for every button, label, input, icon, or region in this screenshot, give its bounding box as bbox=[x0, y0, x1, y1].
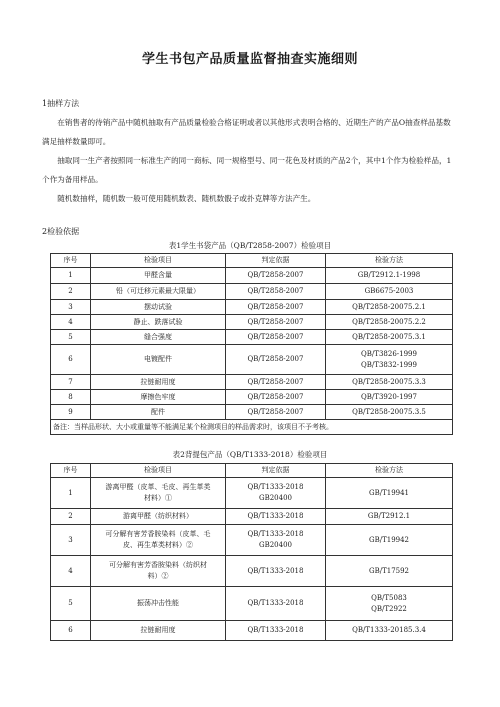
test-method-line: QB/T2922 bbox=[371, 604, 407, 613]
row-number: 1 bbox=[51, 478, 91, 509]
inspection-item-line: 拉链耐用度 bbox=[140, 626, 176, 634]
table2-inspection-items bbox=[50, 463, 453, 641]
row-number: 1 bbox=[51, 268, 91, 284]
inspection-item-line: 皮、再生革类材料）② bbox=[123, 541, 193, 549]
table-row bbox=[51, 300, 453, 315]
test-method bbox=[326, 268, 453, 284]
table1-note: 备注：当样品形状、大小或重量等不能满足某个检测项目的样品需求时，该项目不予考核。 bbox=[51, 420, 453, 435]
judgment-basis-line: QB/T1333-2018 bbox=[247, 566, 304, 575]
test-method-line: GB/T17592 bbox=[368, 566, 410, 575]
inspection-item: 缝合强度 bbox=[91, 330, 226, 345]
test-method-line: QB/T3826-1999 bbox=[361, 349, 417, 358]
row-number: 4 bbox=[51, 315, 91, 330]
test-method bbox=[326, 330, 453, 345]
table1-inspection-items bbox=[50, 253, 453, 435]
judgment-basis-line: QB/T1333-2018 bbox=[247, 530, 304, 538]
test-method bbox=[326, 478, 453, 509]
row-number: 3 bbox=[51, 300, 91, 315]
test-method-line: GB6675-2003 bbox=[364, 287, 414, 295]
test-method bbox=[326, 300, 453, 315]
inspection-item: 电镀配件 bbox=[91, 345, 226, 375]
row-number: 7 bbox=[51, 375, 91, 390]
test-method-line: QB/T2858-20075.3.3 bbox=[352, 377, 426, 386]
row-number: 4 bbox=[51, 556, 91, 587]
inspection-item bbox=[91, 478, 226, 509]
inspection-item-line: 游离甲醛（皮革、毛皮、再生革类 bbox=[105, 483, 211, 491]
judgment-basis: QB/T2858-2007 bbox=[226, 345, 326, 375]
row-number: 3 bbox=[51, 525, 91, 556]
table-row bbox=[51, 525, 453, 556]
paragraph-sampling-3: 随机数抽样，随机数一般可使用随机数表、随机数骰子或扑克牌等方法产生。 bbox=[57, 194, 316, 203]
row-number: 2 bbox=[51, 509, 91, 525]
inspection-item bbox=[91, 509, 226, 525]
judgment-basis bbox=[226, 478, 326, 509]
test-method bbox=[326, 405, 453, 420]
table-row bbox=[51, 556, 453, 587]
judgment-basis: QB/T2858-2007 bbox=[226, 268, 326, 284]
table-row bbox=[51, 587, 453, 621]
section-heading-basis: 2检验依据 bbox=[42, 227, 80, 236]
row-number: 6 bbox=[51, 345, 91, 375]
table2-header-row bbox=[51, 464, 453, 478]
inspection-item-line: 材料）① bbox=[144, 494, 172, 502]
row-number: 5 bbox=[51, 587, 91, 621]
test-method-line: QB/T1333-20185.3.4 bbox=[352, 626, 426, 634]
judgment-basis: QB/T2858-2007 bbox=[226, 300, 326, 315]
inspection-item: 甲醛含量 bbox=[91, 268, 226, 284]
inspection-item bbox=[91, 525, 226, 556]
test-method bbox=[326, 284, 453, 300]
test-method-line: QB/T2858-20075.2.1 bbox=[352, 302, 426, 311]
test-method bbox=[326, 587, 453, 621]
row-number: 8 bbox=[51, 390, 91, 405]
judgment-basis-line: GB20400 bbox=[258, 494, 292, 502]
row-number: 9 bbox=[51, 405, 91, 420]
inspection-item bbox=[91, 556, 226, 587]
table1-header-basis: 判定依据 bbox=[226, 254, 326, 268]
judgment-basis: QB/T2858-2007 bbox=[226, 284, 326, 300]
table2-header-no: 序号 bbox=[51, 464, 91, 478]
table-row bbox=[51, 405, 453, 420]
judgment-basis bbox=[226, 587, 326, 621]
table1-header-item: 检验项目 bbox=[91, 254, 226, 268]
test-method bbox=[326, 525, 453, 556]
table1-header-row bbox=[51, 254, 453, 268]
judgment-basis-line: QB/T1333-2018 bbox=[247, 626, 304, 634]
table1-header-no: 序号 bbox=[51, 254, 91, 268]
judgment-basis: QB/T2858-2007 bbox=[226, 315, 326, 330]
table2-header-basis: 判定依据 bbox=[226, 464, 326, 478]
row-number: 5 bbox=[51, 330, 91, 345]
judgment-basis: QB/T2858-2007 bbox=[226, 375, 326, 390]
test-method-line: QB/T3920-1997 bbox=[361, 392, 417, 401]
table2-header-method: 检验方法 bbox=[326, 464, 453, 478]
table-row bbox=[51, 284, 453, 300]
judgment-basis bbox=[226, 556, 326, 587]
test-method-line: GB/T19942 bbox=[368, 535, 410, 544]
inspection-item bbox=[91, 621, 226, 641]
test-method bbox=[326, 509, 453, 525]
inspection-item bbox=[91, 587, 226, 621]
inspection-item: 铅（可迁移元素最大限量） bbox=[91, 284, 226, 300]
judgment-basis-line: QB/T1333-2018 bbox=[247, 599, 304, 607]
inspection-item-line: 振荡冲击性能 bbox=[137, 599, 179, 607]
inspection-item-line: 料）② bbox=[147, 572, 169, 580]
test-method bbox=[326, 375, 453, 390]
inspection-item: 摆动试验 bbox=[91, 300, 226, 315]
table2-header-item: 检验项目 bbox=[91, 464, 226, 478]
row-number: 2 bbox=[51, 284, 91, 300]
inspection-item: 配件 bbox=[91, 405, 226, 420]
test-method-line: GB/T2912.1 bbox=[367, 512, 411, 520]
inspection-item-line: 可分解有害芳香胺染料（皮革、毛 bbox=[105, 530, 211, 538]
judgment-basis-line: QB/T1333-2018 bbox=[247, 512, 304, 520]
test-method bbox=[326, 621, 453, 641]
page-title: 学生书包产品质量监督抽查实施细则 bbox=[141, 52, 358, 67]
judgment-basis: QB/T2858-2007 bbox=[226, 390, 326, 405]
test-method-line: QB/T5083 bbox=[371, 593, 407, 602]
table-row bbox=[51, 478, 453, 509]
judgment-basis-line: QB/T1333-2018 bbox=[247, 483, 304, 491]
test-method-line: QB/T2858-20075.3.1 bbox=[352, 332, 426, 341]
table-row bbox=[51, 509, 453, 525]
table-row bbox=[51, 390, 453, 405]
table2-caption: 表2背提包产品（QB/T1333-2018）检验项目 bbox=[172, 450, 328, 459]
judgment-basis-line: GB20400 bbox=[258, 541, 292, 549]
test-method-line: QB/T2858-20075.2.2 bbox=[352, 317, 426, 326]
table-row bbox=[51, 330, 453, 345]
inspection-item: 摩擦色牢度 bbox=[91, 390, 226, 405]
test-method-line: QB/T3832-1999 bbox=[361, 360, 417, 369]
section-heading-sampling: 1抽样方法 bbox=[42, 99, 80, 108]
row-number: 6 bbox=[51, 621, 91, 641]
judgment-basis bbox=[226, 621, 326, 641]
inspection-item: 拉链耐用度 bbox=[91, 375, 226, 390]
test-method bbox=[326, 345, 453, 375]
judgment-basis: QB/T2858-2007 bbox=[226, 330, 326, 345]
test-method bbox=[326, 315, 453, 330]
test-method-line: GB/T2912.1-1998 bbox=[357, 271, 421, 279]
judgment-basis: QB/T2858-2007 bbox=[226, 405, 326, 420]
table1-header-method: 检验方法 bbox=[326, 254, 453, 268]
table-row bbox=[51, 621, 453, 641]
judgment-basis bbox=[226, 525, 326, 556]
test-method-line: QB/T2858-20075.3.5 bbox=[352, 407, 426, 416]
table-row bbox=[51, 268, 453, 284]
test-method bbox=[326, 556, 453, 587]
table-row bbox=[51, 315, 453, 330]
table-row bbox=[51, 345, 453, 375]
table1-note-row bbox=[51, 420, 453, 435]
table1-caption: 表1学生书袋产品（QB/T2858-2007）检验项目 bbox=[168, 241, 332, 250]
inspection-item-line: 游离甲醛（纺织材料） bbox=[123, 512, 193, 520]
paragraph-sampling-2: 抽取同一生产者按照同一标准生产的同一商标、同一规格型号、同一花色及材质的产品2个，其中1个作为检验样品，1个作为备用样品。 bbox=[42, 156, 452, 184]
test-method bbox=[326, 390, 453, 405]
paragraph-sampling-1: 在销售者的待销产品中随机抽取有产品质量检验合格证明或者以其他形式表明合格的、近期生产的产品O抽查样品基数满足抽样数量即可。 bbox=[42, 118, 451, 146]
test-method-line: GB/T19941 bbox=[368, 488, 410, 497]
table-row bbox=[51, 375, 453, 390]
inspection-item: 静止、跌落试验 bbox=[91, 315, 226, 330]
judgment-basis bbox=[226, 509, 326, 525]
inspection-item-line: 可分解有害芳香胺染料（纺织材 bbox=[109, 561, 207, 569]
